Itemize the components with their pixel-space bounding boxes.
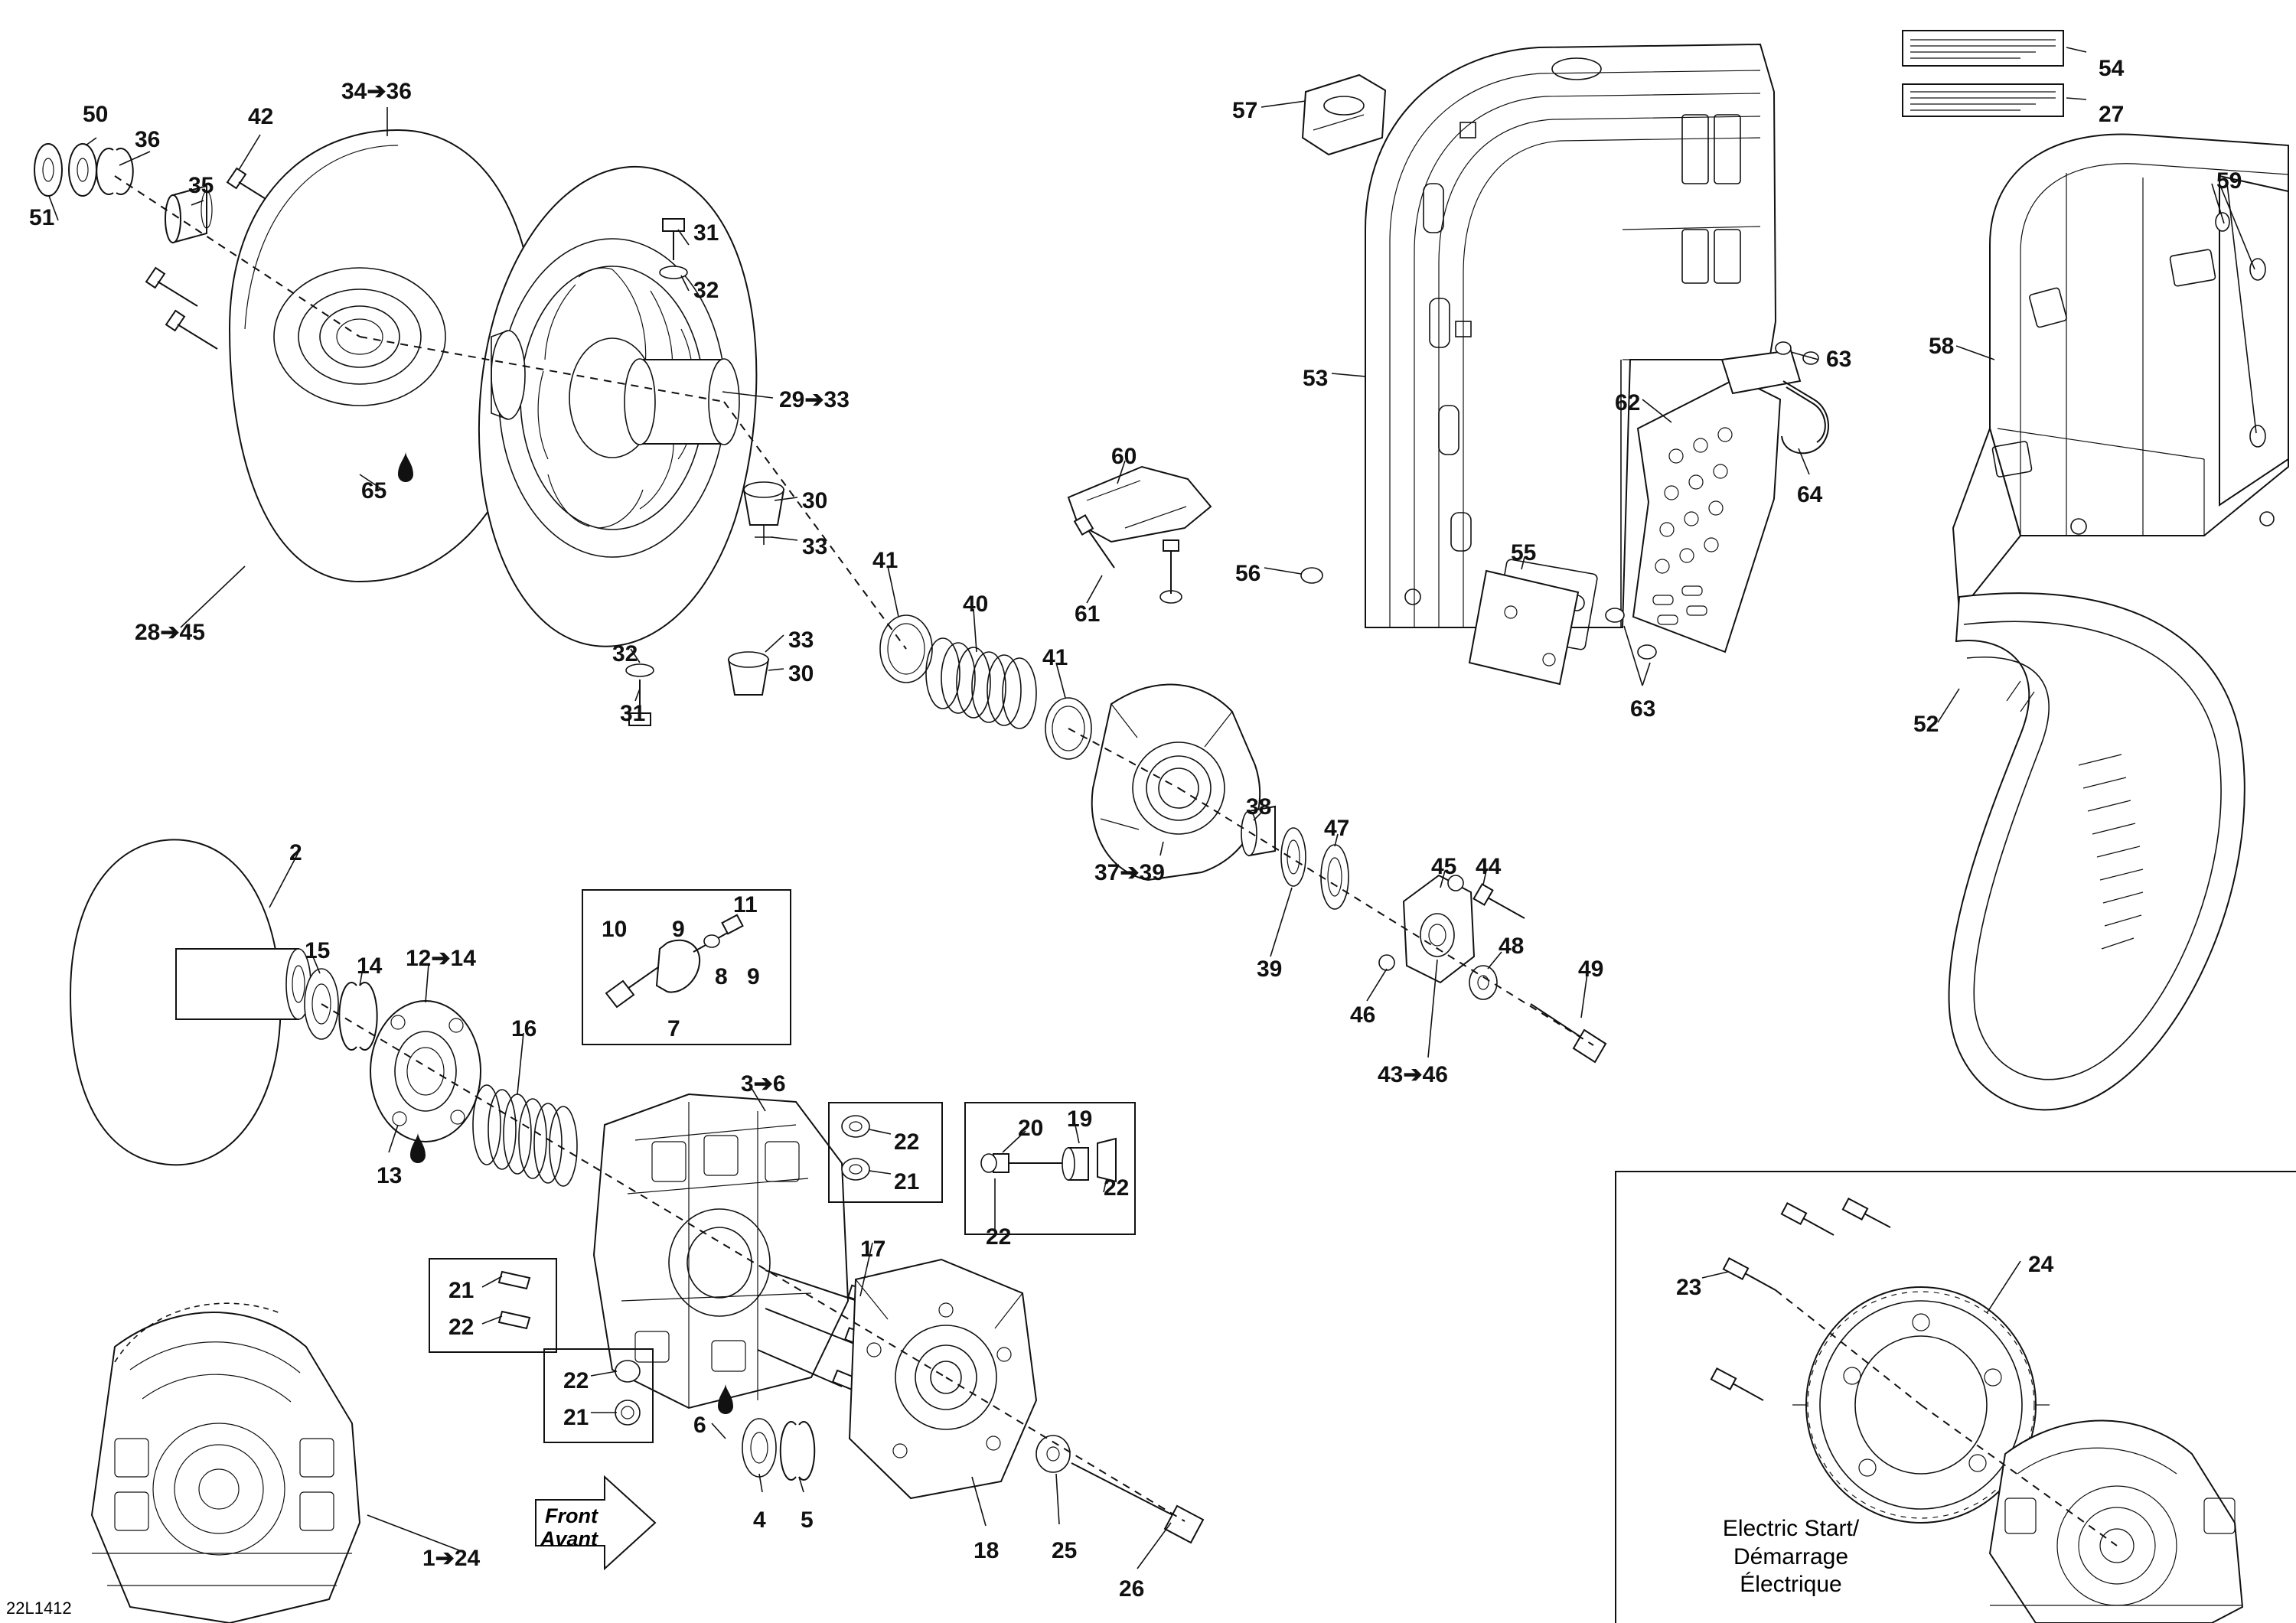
callout-60: 60 [1111, 444, 1137, 469]
callout-40: 40 [963, 592, 989, 617]
callout-7: 7 [667, 1016, 680, 1041]
electric-start-line3: Électrique [1740, 1572, 1842, 1598]
callout-50: 50 [83, 102, 109, 127]
callout-4: 4 [753, 1507, 766, 1533]
callout-36: 36 [135, 127, 161, 152]
callout-58: 58 [1929, 334, 1955, 359]
callout-10: 10 [602, 917, 628, 942]
callout-11: 11 [733, 892, 758, 917]
electric-start-line1: Electric Start/ [1722, 1516, 1860, 1541]
callout-25: 25 [1052, 1538, 1078, 1563]
callout-13: 13 [377, 1163, 403, 1188]
callout-5: 5 [801, 1507, 814, 1533]
callout-6: 6 [693, 1413, 706, 1438]
callout-2: 2 [289, 840, 302, 865]
callout-64: 64 [1797, 482, 1823, 507]
callout-31: 31 [693, 220, 719, 246]
callout-23: 23 [1676, 1275, 1702, 1300]
callout-20: 20 [1018, 1116, 1044, 1141]
callout-9: 9 [747, 964, 760, 989]
callout-56: 56 [1235, 561, 1261, 586]
callout-65: 65 [361, 478, 387, 504]
callout-21: 21 [894, 1169, 920, 1194]
panel-detail-19-22 [964, 1102, 1136, 1235]
callout-22: 22 [986, 1224, 1012, 1250]
diagram-code: 22L1412 [6, 1599, 72, 1618]
callout-15: 15 [305, 938, 331, 963]
callout-37-39: 37➔39 [1094, 860, 1165, 885]
callout-33: 33 [802, 534, 828, 559]
front-label-en: Front [545, 1504, 598, 1527]
callout-47: 47 [1324, 816, 1350, 841]
callout-12-14: 12➔14 [406, 946, 476, 971]
callout-3-6: 3➔6 [741, 1071, 786, 1097]
callout-41: 41 [1042, 645, 1068, 670]
callout-43-46: 43➔46 [1378, 1062, 1448, 1087]
callout-53: 53 [1303, 366, 1329, 391]
callout-22: 22 [448, 1315, 475, 1340]
callout-17: 17 [860, 1237, 886, 1262]
callout-54: 54 [2099, 56, 2125, 81]
callout-27: 27 [2099, 102, 2125, 127]
callout-62: 62 [1615, 390, 1641, 416]
front-direction-arrow [540, 1504, 655, 1550]
callout-29-33: 29➔33 [779, 387, 850, 412]
callout-32: 32 [612, 641, 638, 666]
callout-19: 19 [1067, 1106, 1093, 1132]
panel-detail-7-11 [582, 889, 791, 1045]
callout-38: 38 [1246, 794, 1272, 820]
callout-16: 16 [511, 1016, 537, 1041]
callout-28-45: 28➔45 [135, 620, 205, 645]
panel-detail-22-21-low [543, 1348, 654, 1443]
callout-30: 30 [802, 488, 828, 513]
callout-48: 48 [1499, 934, 1525, 959]
front-label-fr: Avant [540, 1527, 598, 1550]
callout-45: 45 [1431, 854, 1457, 879]
callout-8: 8 [715, 964, 728, 989]
callout-49: 49 [1578, 957, 1604, 982]
callout-22: 22 [1104, 1175, 1130, 1201]
callout-63: 63 [1630, 696, 1656, 722]
panel-detail-21-22 [828, 1102, 943, 1203]
callout-35: 35 [188, 173, 214, 198]
callout-44: 44 [1476, 854, 1502, 879]
callout-61: 61 [1075, 601, 1101, 627]
callout-46: 46 [1350, 1002, 1376, 1028]
callout-41: 41 [872, 548, 899, 573]
callout-14: 14 [357, 953, 383, 979]
electric-start-line2: Démarrage [1733, 1543, 1849, 1569]
electric-start-caption [1653, 1515, 1929, 1599]
callout-22: 22 [563, 1368, 589, 1393]
callout-30: 30 [788, 661, 814, 686]
callout-9: 9 [672, 917, 685, 942]
callout-39: 39 [1257, 957, 1283, 982]
callout-33: 33 [788, 627, 814, 653]
callout-63: 63 [1826, 347, 1852, 372]
callout-59: 59 [2216, 168, 2242, 194]
callout-18: 18 [974, 1538, 1000, 1563]
callout-42: 42 [248, 104, 274, 129]
callout-24: 24 [2028, 1252, 2054, 1277]
callout-1-24: 1➔24 [422, 1546, 481, 1571]
callout-32: 32 [693, 278, 719, 303]
callout-26: 26 [1119, 1576, 1145, 1602]
callout-52: 52 [1913, 712, 1939, 737]
callout-57: 57 [1232, 98, 1258, 123]
callout-34-36: 34➔36 [341, 79, 412, 104]
callout-51: 51 [29, 205, 55, 230]
callout-21: 21 [563, 1405, 589, 1430]
callout-55: 55 [1511, 540, 1537, 565]
callout-22: 22 [894, 1129, 920, 1155]
callout-31: 31 [620, 701, 646, 726]
callout-21: 21 [448, 1278, 475, 1303]
